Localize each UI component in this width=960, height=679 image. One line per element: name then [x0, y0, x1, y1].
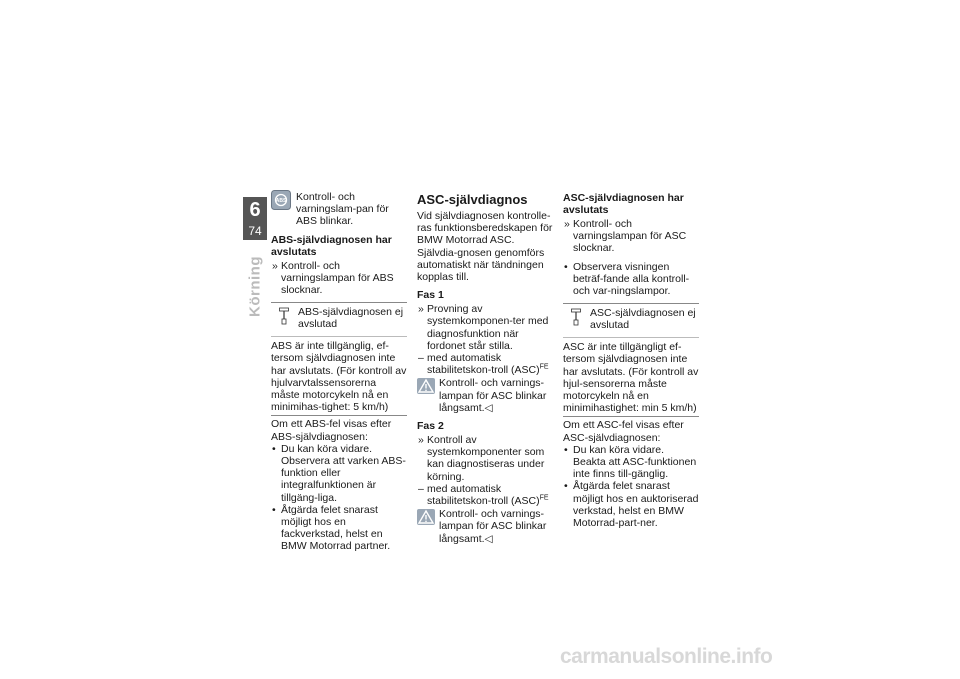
- column-1: [271, 190, 407, 553]
- fas1-heading: Fas 1: [417, 289, 444, 302]
- abs-done-step: » Kontroll- och varningslampan för ABS slocknar.: [272, 259, 394, 297]
- abs-done-heading: ABS-självdiagnosen har avslutats: [271, 233, 392, 258]
- asc-intro: Vid självdiagnosen kontrolle-ras funktionsberedskapen för BMW Motorrad ASC. Självdia-gnosen genomförs automatiskt när tändningen kopplas till.: [417, 210, 553, 284]
- fas1-step: » Provning av systemkomponen-ter med diagnosfunktion när fordonet står stilla.: [418, 303, 549, 352]
- list-item: • Åtgärda felet snarast möjligt hos en fackverkstad, helst en BMW Motorrad partner.: [272, 503, 391, 553]
- list-item: • Du kan köra vidare. Observera att varken ABS-funktion eller integralfunktionen är tillgäng-liga.: [272, 442, 406, 504]
- fas2-step: » Kontroll av systemkomponenter som kan diagnostiseras under körning.: [418, 434, 545, 483]
- abs-lamp-text: Kontroll- och varningslam-pan för ABS blinkar.: [296, 191, 389, 228]
- fas2-option: – med automatisk stabilitetskon-troll (ASC)$^{FE}$: [418, 482, 549, 508]
- abs-note-box: [271, 302, 407, 416]
- fas2-heading: Fas 2: [417, 420, 444, 433]
- abs-lamp-icon: [271, 190, 291, 210]
- list-item: • Observera visningen beträf-fande alla kontroll- och var-ningslampor.: [564, 260, 690, 298]
- chapter-number: 6: [249, 199, 261, 221]
- page-number: 74: [248, 224, 262, 238]
- info-icon: [279, 307, 289, 327]
- abs-warning-row: [271, 190, 407, 228]
- asc-note-body: ASC är inte tillgängligt ef-tersom självdiagnosen inte har avslutats. (För kontroll av hjul-sensorerna måste motorcykeln nå en minimihastighet: min 5 km/h): [563, 341, 699, 415]
- abs-fault-text: Om ett ABS-fel visas efter ABS-självdiagnosen:: [271, 418, 392, 443]
- warning-triangle-icon: [417, 509, 435, 525]
- fas2-warning: Kontroll- och varnings-lampan för ASC blinkar långsamt.◁: [417, 508, 553, 545]
- fas1-option: – med automatisk stabilitetskon-troll (ASC)$^{FE}$: [418, 352, 549, 377]
- abs-note-title: ABS-självdiagnosen ej avslutad: [298, 306, 404, 331]
- fas1-warning: Kontroll- och varnings-lampan för ASC blinkar långsamt.◁: [417, 377, 553, 414]
- asc-note-box: [563, 303, 699, 417]
- asc-done-step: » Kontroll- och varningslampan för ASC slocknar.: [564, 218, 687, 255]
- abs-note-body: ABS är inte tillgänglig, ef-tersom självdiagnosen inte har avslutats. (För kontroll av hjulvarvtalssensorerna måste motorcykeln nå en minimihas-tighet: 5 km/h): [271, 340, 407, 414]
- asc-heading: ASC-självdiagnos: [417, 192, 528, 207]
- asc-note-title: ASC-självdiagnosen ej avslutad: [590, 307, 696, 332]
- warning-triangle-icon: [417, 378, 435, 394]
- asc-done-heading: ASC-självdiagnosen har avslutats: [563, 192, 684, 216]
- column-3: [563, 190, 699, 529]
- svg-text:ABS: ABS: [275, 198, 287, 205]
- list-item: • Åtgärda felet snarast möjligt hos en auktoriserad verkstad, helst en BMW Motorrad-part-ner.: [564, 480, 699, 530]
- chapter-title: Körning: [246, 256, 264, 317]
- info-icon: [571, 308, 581, 328]
- list-item: • Du kan köra vidare. Beakta att ASC-funktionen inte finns till-gänglig.: [564, 443, 697, 481]
- column-2: [417, 190, 553, 545]
- asc-fault-text: Om ett ASC-fel visas efter ASC-självdiagnosen:: [563, 419, 684, 444]
- watermark: carmanualsonline.info: [560, 645, 773, 668]
